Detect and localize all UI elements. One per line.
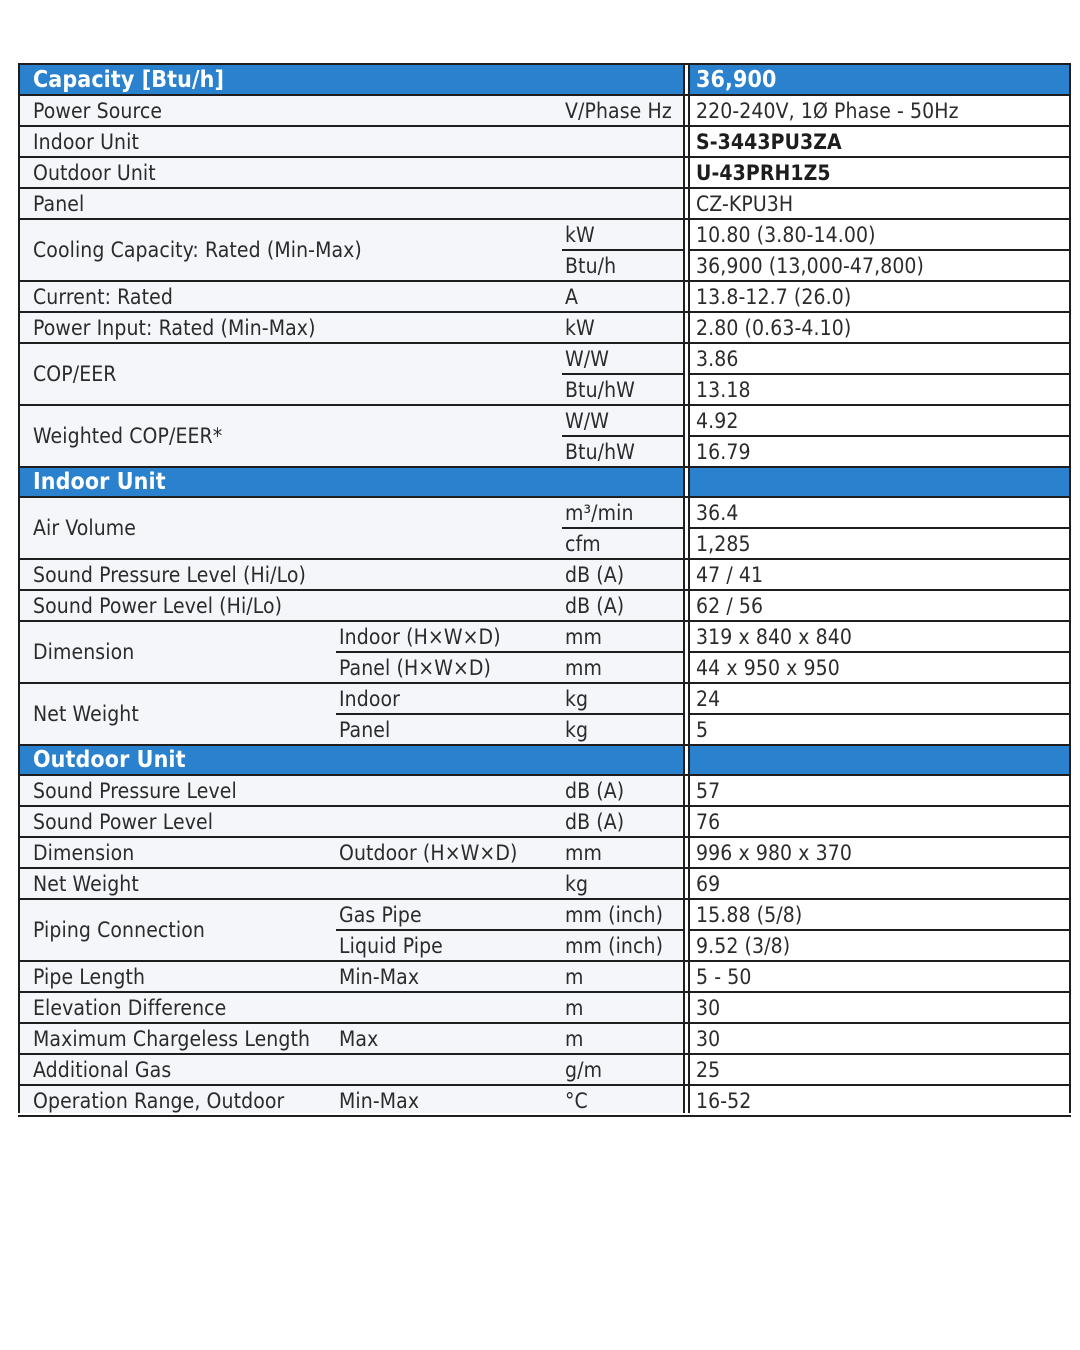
- row-unit: kW: [565, 315, 595, 340]
- row-sublabel: Gas Pipe: [339, 902, 422, 927]
- row-label: Pipe Length: [33, 964, 146, 989]
- row-sublabel: Liquid Pipe: [339, 933, 443, 958]
- row-value: 2.80 (0.63-4.10): [696, 315, 852, 340]
- row-value: 76: [696, 809, 721, 834]
- row-label: Maximum Chargeless Length: [33, 1026, 311, 1051]
- row-unit: W/W: [565, 346, 610, 371]
- row-label: Cooling Capacity: Rated (Min-Max): [33, 238, 362, 262]
- row-unit: A: [565, 284, 579, 309]
- row-sublabel: Indoor (H×W×D): [339, 624, 501, 649]
- row-value: 996 x 980 x 370: [696, 840, 853, 865]
- row-value: 4.92: [696, 408, 739, 433]
- row-value: 47 / 41: [696, 562, 764, 587]
- row-value: 9.52 (3/8): [696, 933, 791, 958]
- row-label: Operation Range, Outdoor: [33, 1088, 285, 1113]
- row-value: 62 / 56: [696, 593, 764, 618]
- row-unit: kg: [565, 686, 589, 711]
- row-label: Sound Pressure Level: [33, 778, 237, 803]
- row-value: 36.4: [696, 500, 739, 525]
- section-band: [690, 746, 1069, 774]
- row-value: 24: [696, 686, 721, 711]
- row-unit: V/Phase Hz: [565, 98, 672, 123]
- row-value: 36,900 (13,000-47,800): [696, 253, 925, 278]
- row-label: Additional Gas: [33, 1057, 172, 1082]
- row-value: 13.18: [696, 377, 751, 402]
- header-label: Capacity [Btu/h]: [33, 66, 225, 93]
- row-unit: m: [565, 995, 584, 1020]
- row-unit: mm: [565, 655, 603, 680]
- spec-table: [18, 63, 1071, 1113]
- row-label: Indoor Unit: [33, 129, 139, 154]
- row-unit: m³/min: [565, 500, 634, 525]
- row-value: 1,285: [696, 531, 751, 556]
- row-unit: Btu/hW: [565, 377, 635, 402]
- row-label: Power Source: [33, 98, 163, 123]
- row-value: 30: [696, 1026, 721, 1051]
- row-sublabel: Outdoor (H×W×D): [339, 840, 518, 865]
- row-value: 69: [696, 871, 721, 896]
- row-sublabel: Min-Max: [339, 1088, 420, 1113]
- row-value: 57: [696, 778, 721, 803]
- row-label: Piping Connection: [33, 918, 206, 942]
- header-value: 36,900: [696, 66, 777, 93]
- row-unit: mm: [565, 624, 603, 649]
- row-unit: W/W: [565, 408, 610, 433]
- row-value: 15.88 (5/8): [696, 902, 803, 927]
- row-value: 3.86: [696, 346, 739, 371]
- row-label: Weighted COP/EER*: [33, 424, 223, 448]
- row-unit: kW: [565, 222, 595, 247]
- row-value: U-43PRH1Z5: [696, 160, 831, 185]
- row-unit: dB (A): [565, 809, 625, 834]
- row-value: 220-240V, 1Ø Phase - 50Hz: [696, 98, 959, 123]
- row-sublabel: Panel (H×W×D): [339, 655, 492, 680]
- row-label: Air Volume: [33, 516, 137, 540]
- section-title: Outdoor Unit: [33, 747, 186, 773]
- row-unit: m: [565, 964, 584, 989]
- row-unit: Btu/hW: [565, 439, 635, 464]
- row-sublabel: Panel: [339, 717, 391, 742]
- section-title: Indoor Unit: [33, 469, 166, 495]
- row-unit: mm: [565, 840, 603, 865]
- row-unit: kg: [565, 871, 589, 896]
- row-unit: m: [565, 1026, 584, 1051]
- row-label: Elevation Difference: [33, 995, 227, 1020]
- row-value: S-3443PU3ZA: [696, 129, 842, 154]
- row-unit: Btu/h: [565, 253, 617, 278]
- row-label: Dimension: [33, 640, 135, 664]
- row-value: 44 x 950 x 950: [696, 655, 840, 680]
- row-unit: kg: [565, 717, 589, 742]
- row-unit: dB (A): [565, 778, 625, 803]
- section-band: [690, 468, 1069, 496]
- row-unit: g/m: [565, 1057, 603, 1082]
- row-value: 10.80 (3.80-14.00): [696, 222, 876, 247]
- row-label: Current: Rated: [33, 284, 173, 309]
- row-unit: mm (inch): [565, 933, 664, 958]
- row-label: Net Weight: [33, 871, 139, 896]
- row-value: 5 - 50: [696, 964, 752, 989]
- row-sublabel: Indoor: [339, 686, 401, 711]
- row-label: Dimension: [33, 840, 135, 865]
- row-value: 25: [696, 1057, 721, 1082]
- row-label: Net Weight: [33, 702, 139, 726]
- row-label: Sound Pressure Level (Hi/Lo): [33, 562, 306, 587]
- row-unit: dB (A): [565, 562, 625, 587]
- row-label: Sound Power Level: [33, 809, 214, 834]
- row-unit: °C: [565, 1088, 588, 1113]
- row-value: 319 x 840 x 840: [696, 624, 853, 649]
- row-label: COP/EER: [33, 362, 117, 386]
- row-label: Outdoor Unit: [33, 160, 156, 185]
- row-value: 30: [696, 995, 721, 1020]
- row-label: Sound Power Level (Hi/Lo): [33, 593, 283, 618]
- row-label: Panel: [33, 191, 85, 216]
- row-value: CZ-KPU3H: [696, 191, 794, 216]
- row-divider: [18, 1115, 1071, 1117]
- row-sublabel: Min-Max: [339, 964, 420, 989]
- row-label: Power Input: Rated (Min-Max): [33, 315, 316, 340]
- row-unit: mm (inch): [565, 902, 664, 927]
- row-sublabel: Max: [339, 1026, 379, 1051]
- row-value: 16-52: [696, 1088, 752, 1113]
- row-value: 16.79: [696, 439, 751, 464]
- row-unit: cfm: [565, 531, 601, 556]
- row-value: 13.8-12.7 (26.0): [696, 284, 852, 309]
- row-unit: dB (A): [565, 593, 625, 618]
- row-value: 5: [696, 717, 709, 742]
